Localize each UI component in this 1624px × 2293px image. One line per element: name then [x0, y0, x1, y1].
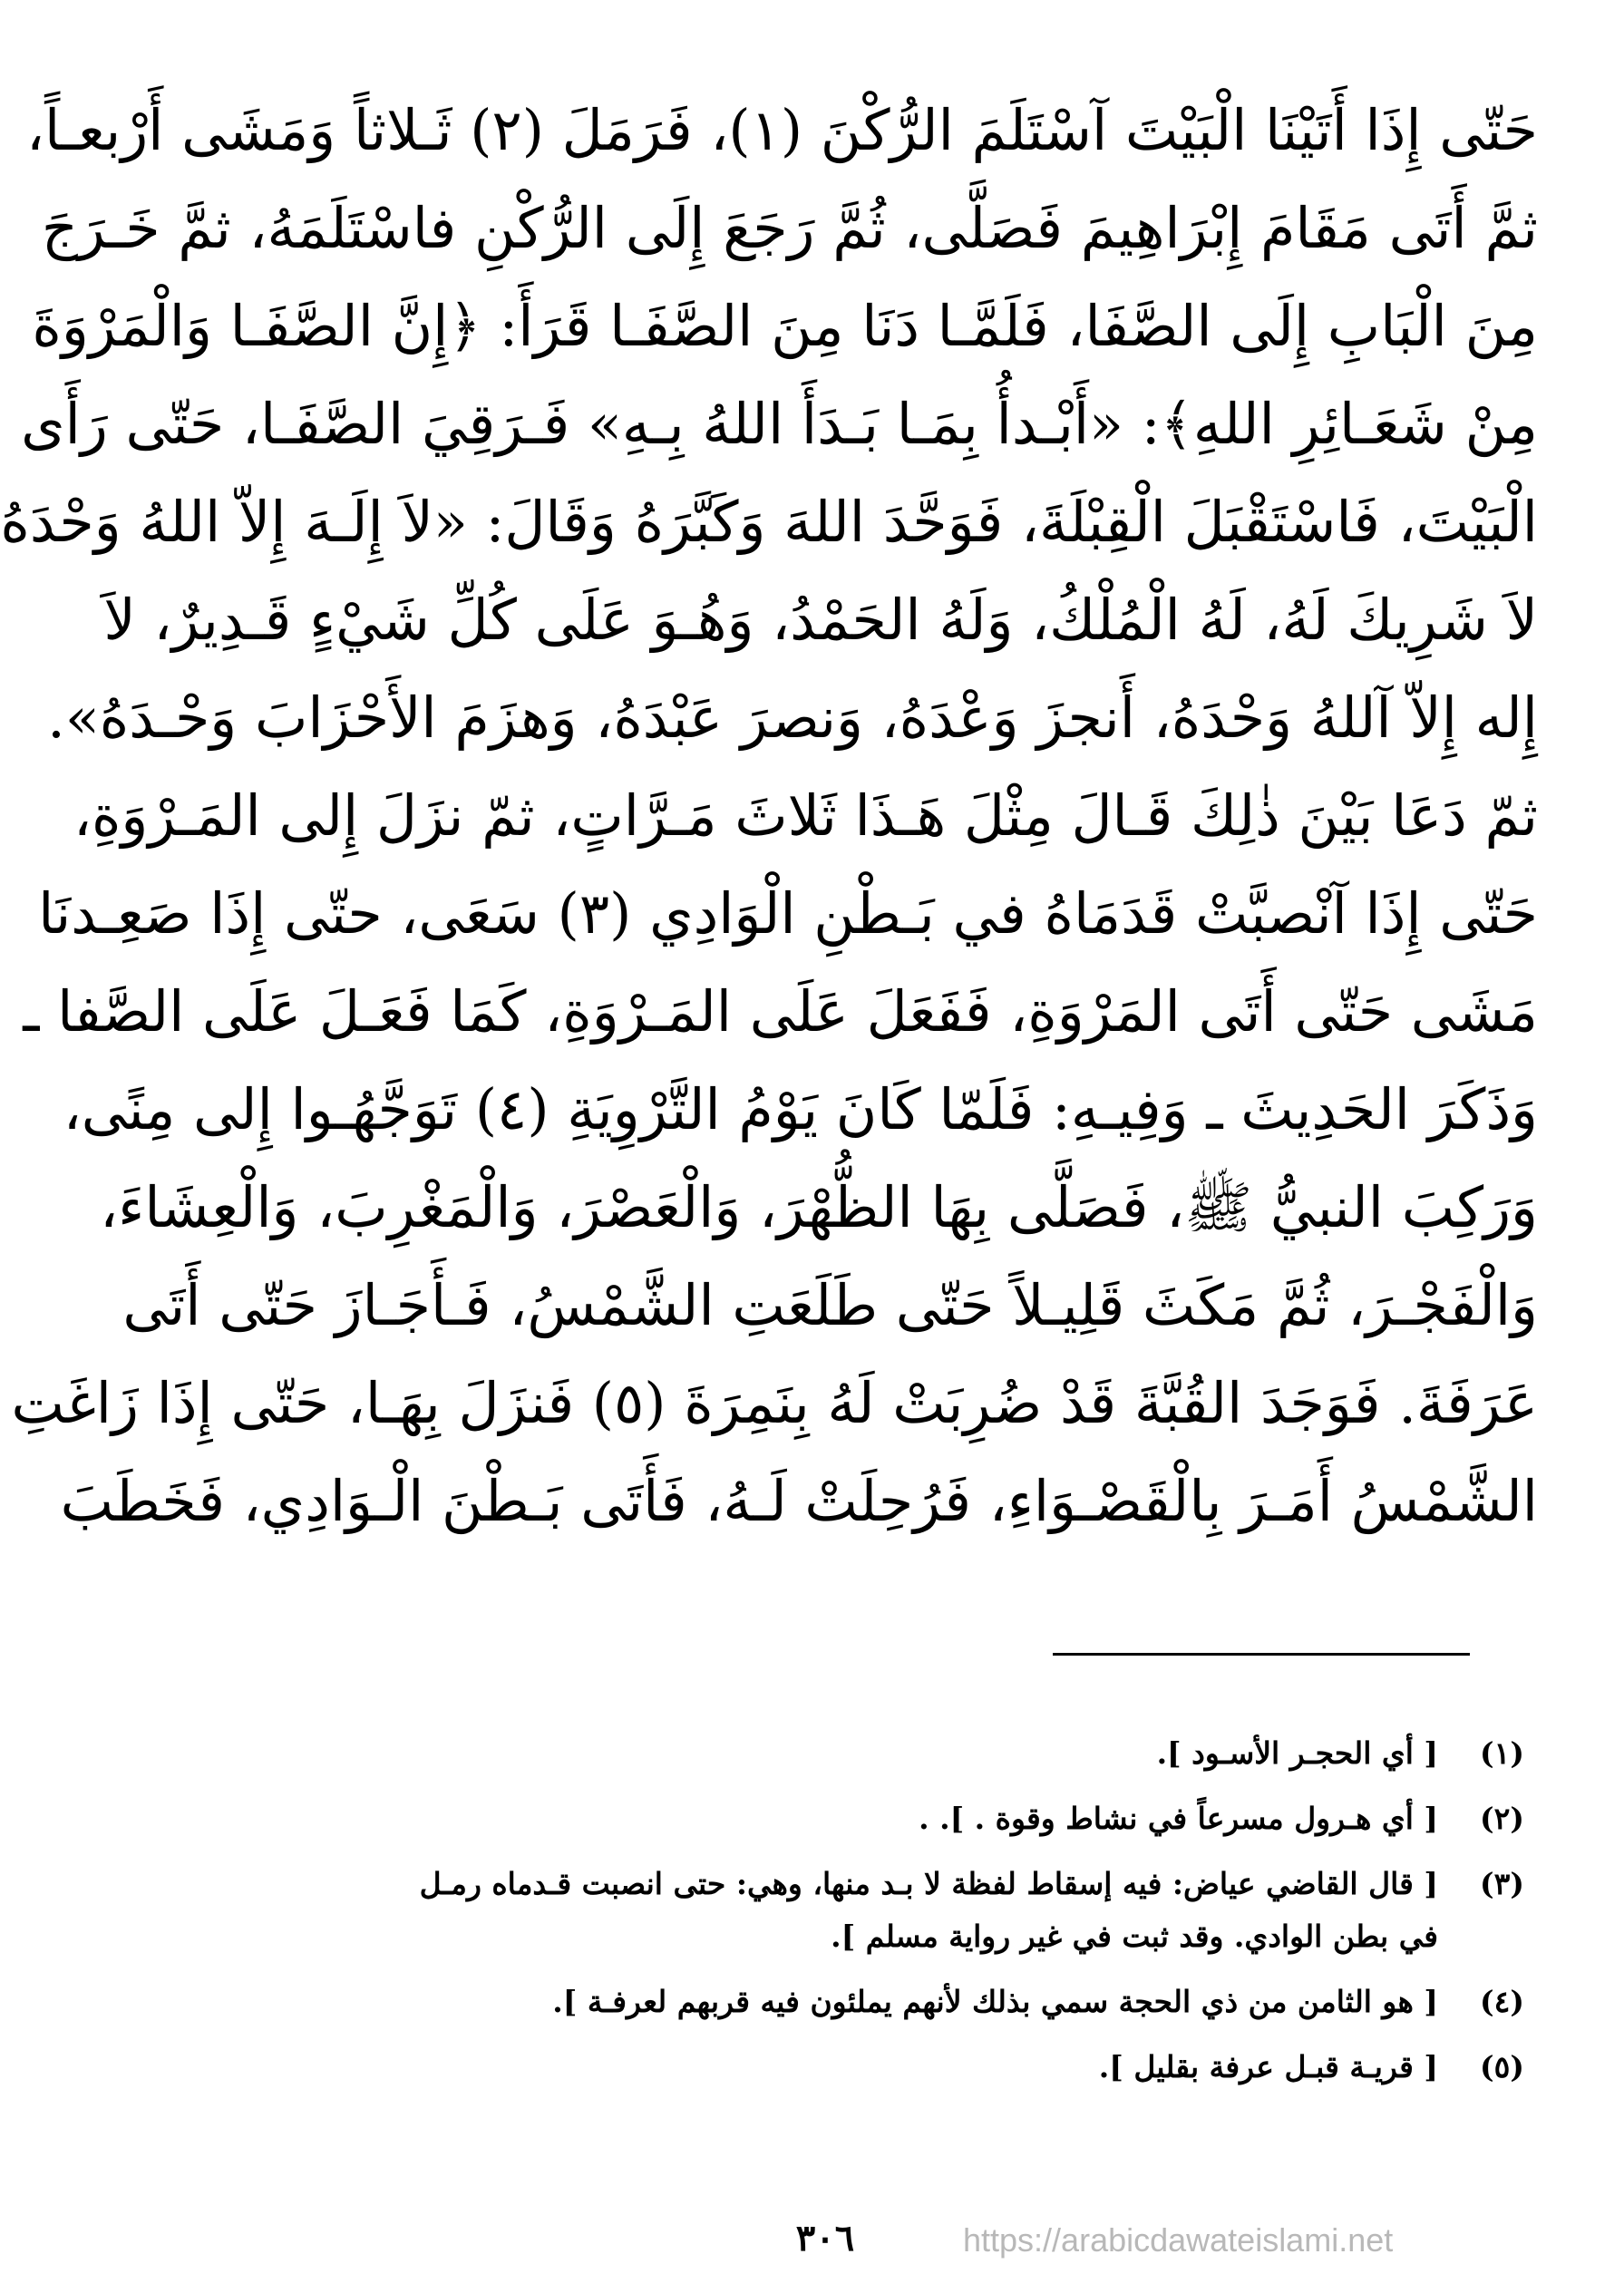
text-line: حَتّى إِذَا آنْصبَّتْ قَدَمَاهُ في بَـطْنِ الْوَادِي (٣) سَعَى، حتّى إِذَا صَعِـدنَا	[38, 880, 1538, 947]
footnote-number: (٣)	[1480, 1866, 1524, 1901]
watermark-url: https://arabicdawateislami.net	[963, 2221, 1394, 2259]
page-number: ٣٠٦	[795, 2217, 855, 2259]
text-line: مِنَ الْبَابِ إِلَى الصَّفَا، فَلَمَّـا دَنَا مِنَ الصَّفَـا قَرَأَ: ﴿إِنَّ الصَّفَـا وَالْمَرْوَةَ	[32, 293, 1538, 359]
footnote-line: [ أي الحجـر الأسـود ].	[1156, 1735, 1438, 1771]
main-text-block	[0, 82, 1538, 1550]
footnote	[214, 1793, 1524, 1845]
footnote-number: (٥)	[1480, 2049, 1524, 2084]
footnote-body	[214, 1793, 1438, 1845]
footnote-body	[214, 2041, 1438, 2094]
footnote-line: [ قريـة قبـل عرفة بقليل ].	[1098, 2049, 1438, 2084]
text-line: إِله إِلاّ آللهُ وَحْدَهُ، أَنجزَ وَعْدَهُ، وَنصرَ عَبْدَهُ، وَهزَمَ الأَحْزَابَ وَحْـدَهُ».	[47, 685, 1538, 751]
footnote-number: (١)	[1480, 1735, 1524, 1771]
footnote-body	[214, 1727, 1438, 1780]
text-line: وَذَكَرَ الحَدِيثَ ـ وَفِيـهِ: فَلَمّا كَانَ يَوْمُ التَّرْوِيَةِ (٤) تَوَجَّهُـوا إِلى مِنًى،	[63, 1076, 1538, 1142]
footnote-body	[214, 1976, 1438, 2028]
text-line: ثمَّ أَتَى مَقَامَ إِبْرَاهِيمَ فَصَلَّى، ثُمَّ رَجَعَ إِلَى الرُّكْنِ فاسْتَلَمَهُ، ثمَّ خَـرَجَ	[41, 195, 1538, 261]
footnote	[214, 1858, 1524, 1963]
footnote	[214, 2041, 1524, 2094]
text-line: حَتّى إِذَا أَتَيْنَا الْبَيْتَ آسْتَلَمَ الرُّكْنَ (١)، فَرَمَلَ (٢) ثَـلاثاً وَمَشَى أَرْبعـاً،	[26, 97, 1538, 163]
text-line: وَالْفَجْـرَ، ثُمَّ مَكَثَ قَلِيـلاً حَتّى طَلَعَتِ الشَّمْسُ، فَـأَجَـازَ حَتّى أَتَى	[122, 1272, 1538, 1338]
footnote-line: [ هو الثامن من ذي الحجة سمي بذلك لأنهم يملئون فيه قربهم لعرفـة ].	[552, 1984, 1438, 2019]
text-line: مَشَى حَتّى أَتَى المَرْوَةِ، فَفَعَلَ عَلَى المَـرْوَةِ، كَمَا فَعَـلَ عَلَى الصَّفا ـ	[23, 978, 1538, 1044]
text-line: لاَ شَرِيكَ لَهُ، لَهُ الْمُلْكُ، وَلَهُ الحَمْدُ، وَهُـوَ عَلَى كُلِّ شَيْءٍ قَـدِيرٌ، لاَ	[103, 587, 1538, 653]
footnote	[214, 1727, 1524, 1780]
text-line: وَرَكِبَ النبيُّ ﷺ، فَصَلَّى بِهَا الظُّهْرَ، وَالْعَصْرَ، وَالْمَغْرِبَ، وَالْعِشَاءَ،	[100, 1174, 1538, 1240]
text-line: ثمّ دَعَا بَيْنَ ذٰلِكَ قَـالَ مِثْلَ هَـذَا ثَلاثَ مَـرَّاتٍ، ثمّ نزَلَ إِلى المَـرْوَةِ،	[73, 782, 1538, 849]
footnote-divider	[1053, 1653, 1470, 1656]
text-line: عَرَفَةَ. فَوَجَدَ القُبَّةَ قَدْ ضُرِبَتْ لَهُ بِنَمِرَةَ (٥) فَنزَلَ بِهَـا، حَتّى إِذَا زَاغَتِ	[11, 1370, 1538, 1436]
text-line: الْبَيْتَ، فَاسْتَقْبَلَ الْقِبْلَةَ، فَوَحَّدَ اللهَ وَكَبَّرَهُ وَقَالَ: «لاَ إِلَـهَ إِلاّ اللهُ وَحْدَهُ	[0, 489, 1538, 555]
footnote-line: [ قال القاضي عياض: فيه إسقاط لفظة لا بـد منها، وهي: حتى انصبت قـدماه رمـل	[419, 1866, 1438, 1901]
footnote-number: (٤)	[1480, 1984, 1524, 2019]
footnote	[214, 1976, 1524, 2028]
footnotes-section	[214, 1727, 1524, 2106]
footnote-number: (٢)	[1480, 1801, 1524, 1836]
footnote-line: [ أي هـرول مسرعاً في نشاط وقوة . ]. .	[919, 1801, 1438, 1836]
text-line: مِنْ شَعَـائِرِ اللهِ﴾: «أَبْـدأُ بِمَـا بَـدَأَ اللهُ بِـهِ» فَـرَقِيَ الصَّفَـا، حَتّى رَأَى	[21, 391, 1538, 457]
text-line: الشَّمْسُ أَمَـرَ بِالْقَصْـوَاءِ، فَرُحِلَتْ لَـهُ، فَأَتَى بَـطْنَ الْـوَادِي، فَخَطَبَ	[60, 1468, 1538, 1534]
footnote-line: في بطن الوادي. وقد ثبت في غير رواية مسلم ].	[831, 1919, 1438, 1954]
footnote-body	[214, 1858, 1438, 1963]
